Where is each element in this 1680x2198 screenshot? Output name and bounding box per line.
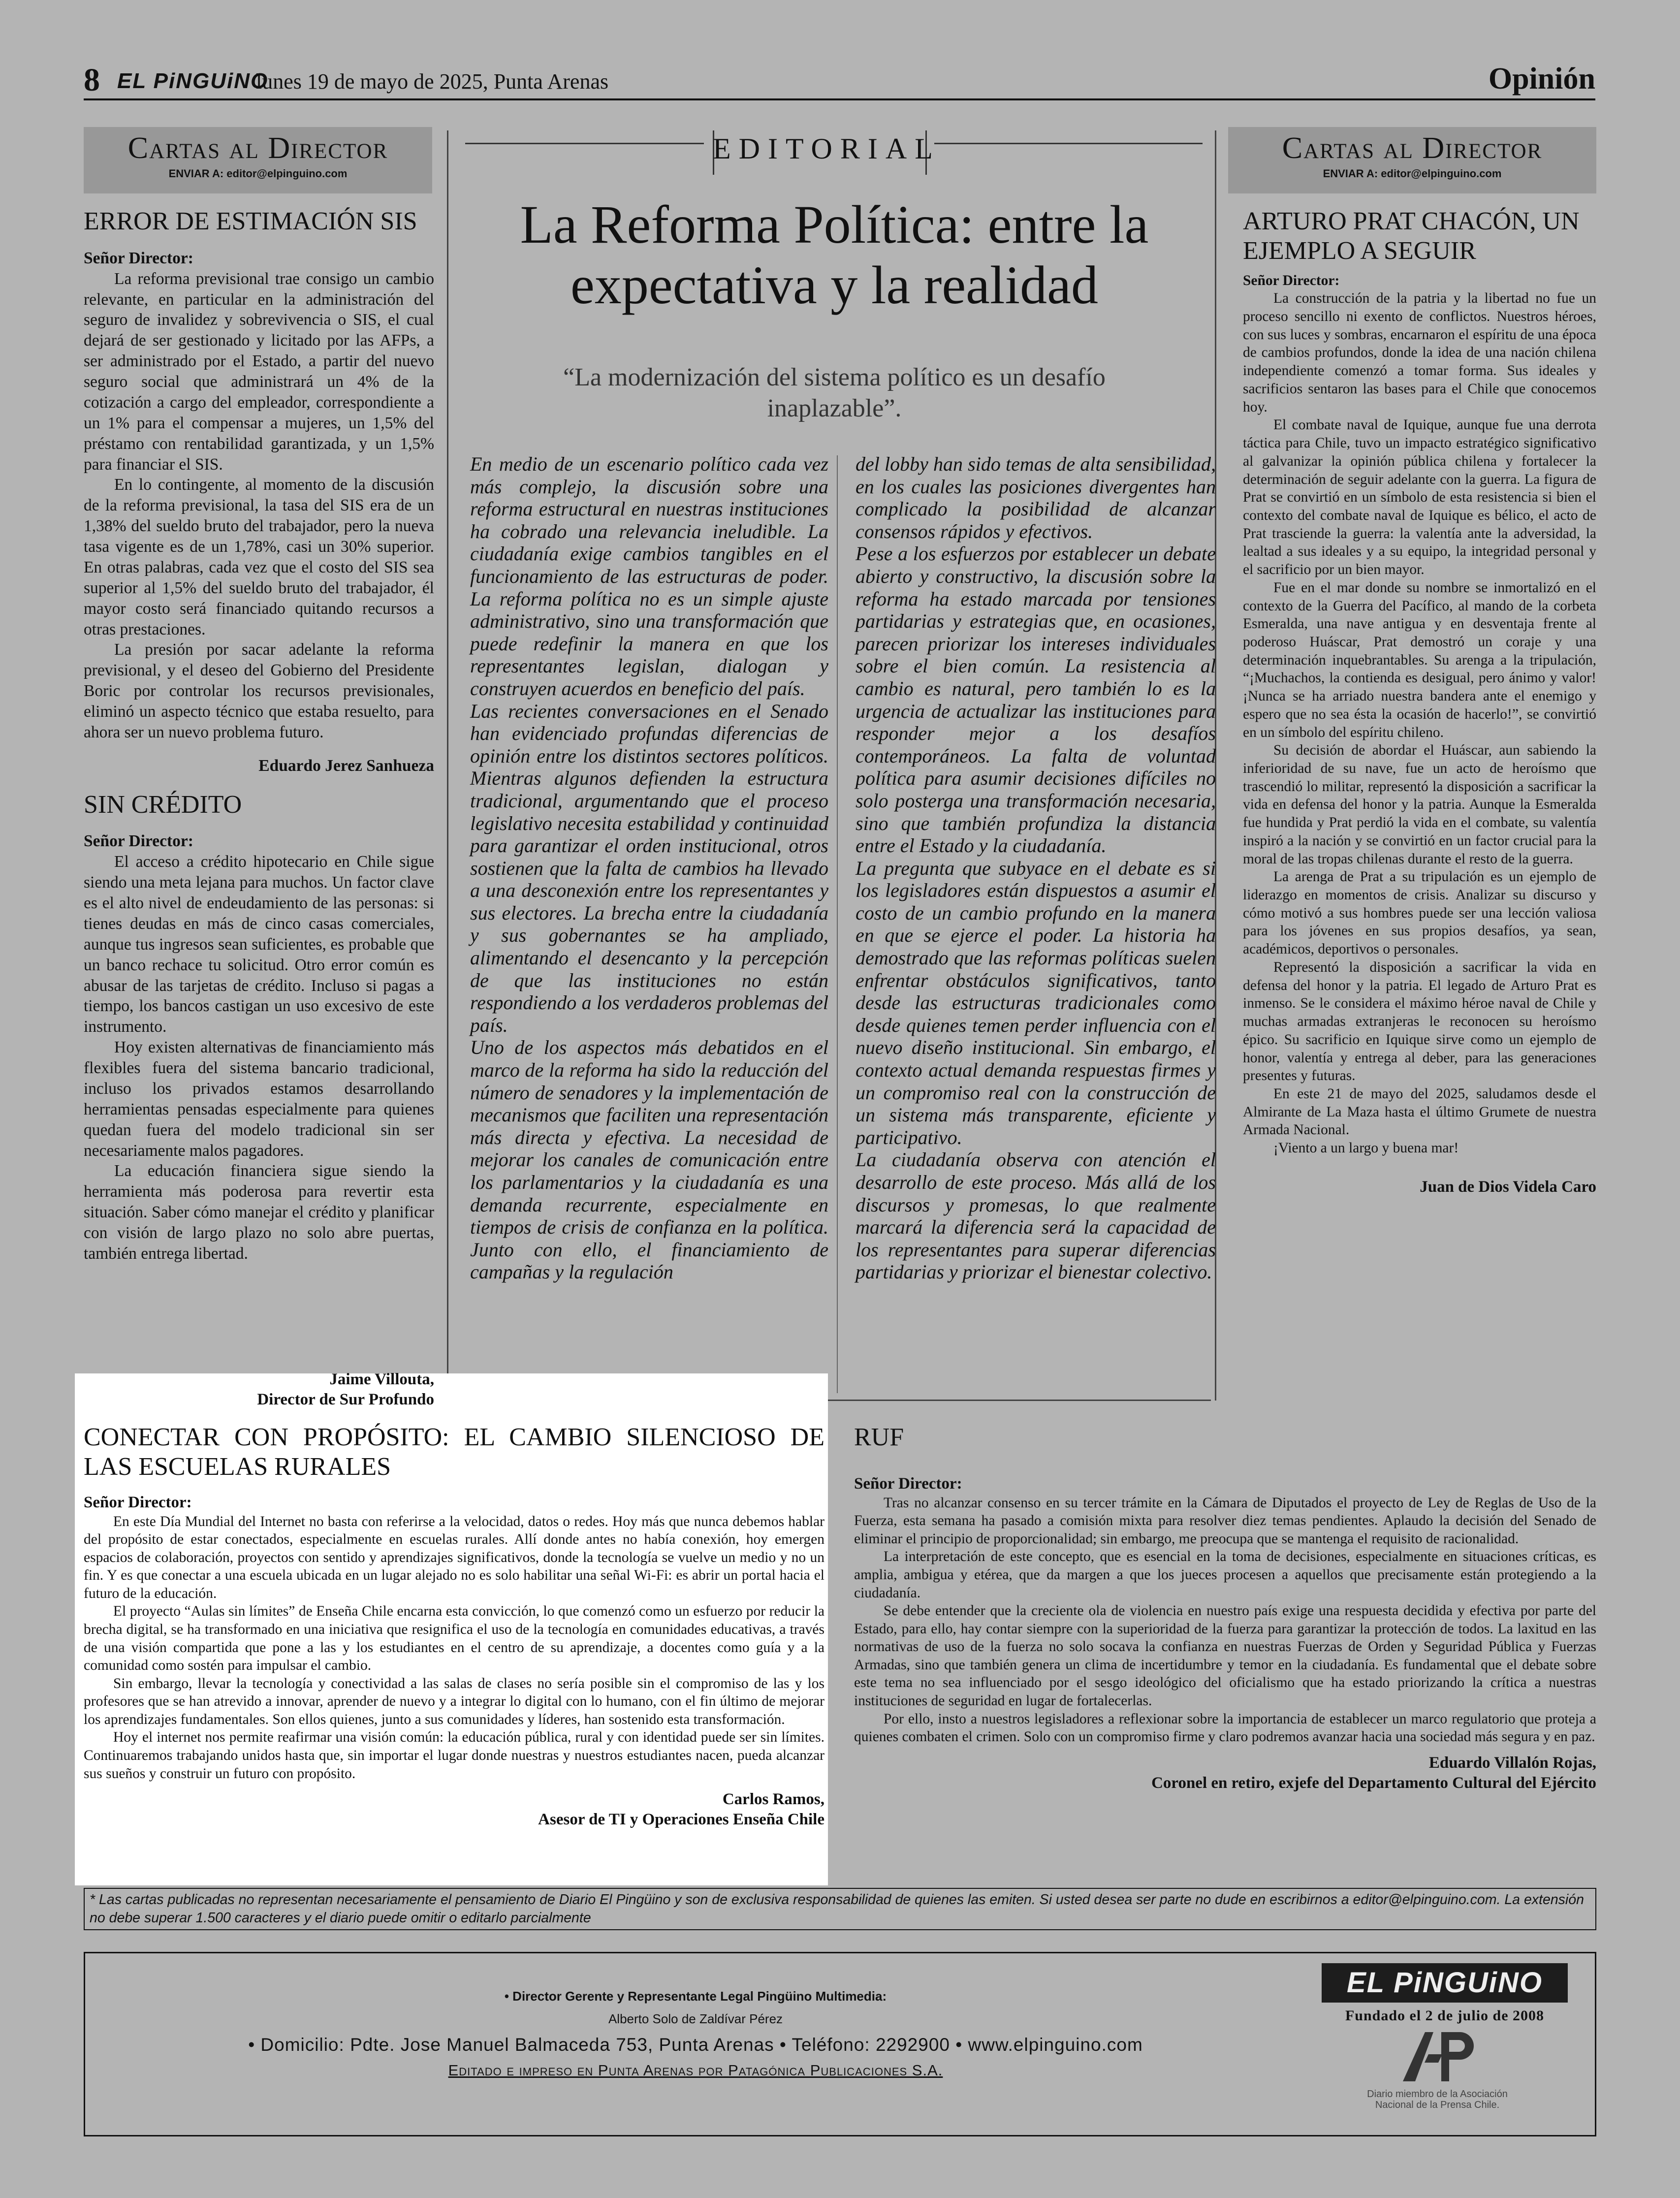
letter-ruf <box>854 1423 1596 1793</box>
editorial-column-rule <box>837 455 838 1393</box>
salutation: Señor Director: <box>84 249 193 267</box>
paragraph: Su decisión de abordar el Huáscar, aun sabiendo la inferioridad de su nave, fue un acto de heroísmo que trascendió lo militar, representó la disposición a sacrificar la vida en defensa del honor y la patria. Aunque la Esmeralda fue hundida y Prat perdió la vida en el combate, su valentía inspiró a la nación y se convirtió en un factor crucial para la moral de las tropas chilenas durante el resto de la guerra. <box>1243 742 1596 867</box>
letter-headline: ERROR DE ESTIMACIÓN SIS <box>84 207 417 235</box>
paragraph: Hoy existen alternativas de financiamiento más flexibles fuera del sistema bancario tradicional, incluso los privados estamos desarrollando herramientas pensadas especialmente para quienes quedan fuera del modelo tradicional sin ser necesariamente malos pagadores. <box>84 1038 434 1160</box>
paragraph: La reforma previsional trae consigo un cambio relevante, en particular en la administración del seguro de invalidez y sobrevivencia o SIS, el cual dejará de ser gestionado y licitado por las AFPs, a ser administrado por el Estado, a partir del nuevo seguro social que administrará un 4% de la cotización a cargo del empleador, correspondiente a un 1% para el compensar a mujeres, un 1,5% del préstamo con rentabilidad garantizada, y un 1,5% para financiar el SIS. <box>84 269 434 474</box>
column-rule <box>447 130 448 1401</box>
salutation: Señor Director: <box>1243 272 1340 288</box>
paragraph: Se debe entender que la creciente ola de violencia en nuestro país exige una respuesta decidida y efectiva por parte del Estado, para ello, hay contar siempre con la superioridad de la fuerza para garantizar la protección de todos. La laxitud en las normativas de uso de la fuerza no solo socava la confianza en nuestras Fuerzas de Orden y Seguridad Pública y Fuerzas Armadas, sino que también genera un clima de incertidumbre y temor en la ciudadanía. Es fundamental que el debate sobre este tema no sea influenciado por el sesgo ideológico del oficialismo que ha estado priorizando la crítica a nuestras instituciones de seguridad en lugar de fortalecerlas. <box>854 1603 1596 1709</box>
signature-name: Carlos Ramos, <box>722 1790 824 1809</box>
editorial-bottom-rule <box>817 1400 1211 1401</box>
paragraph: La ciudadanía observa con atención el desarrollo de este proceso. Más allá de los discursos y promesas, lo que realmente marcará la diferencia será la capacidad de los representantes para superar diferencias partidarias y priorizar el bienestar colectivo. <box>856 1148 1216 1283</box>
cartas-title: Cartas al Director <box>127 131 388 165</box>
footer-address: • Domicilio: Pdte. Jose Manuel Balmaceda 753, Punta Arenas • Teléfono: 2292900 • www.elpinguino.com <box>248 2035 1143 2055</box>
editorial-rule-right <box>934 143 1203 144</box>
signature: Eduardo Jerez Sanhueza <box>258 756 434 775</box>
footer-box <box>84 1952 1596 2136</box>
paragraph: En este 21 de mayo del 2025, saludamos desde el Almirante de La Maza hasta el último Grumete de nuestra Armada Nacional. <box>1243 1085 1596 1138</box>
disclaimer: * Las cartas publicadas no representan necesariamente el pensamiento de Diario El Pingüino y son de exclusiva responsabilidad de quienes las emiten. Si usted desea ser parte no dude en escribirnos a editor@elpinguino.com. La extensión no debe superar 1.500 caracteres y el diario puede omitir o editarlo parcialmente <box>84 1888 1596 1930</box>
letter-headline: SIN CRÉDITO <box>84 790 242 819</box>
masthead-logo: EL PiNGUiNO <box>117 69 269 93</box>
salutation: Señor Director: <box>84 832 193 851</box>
paragraph: Representó la disposición a sacrificar la vida en defensa del honor y la patria. El legado de Arturo Prat es inmenso. Se le considera el máximo héroe naval de Chile y muchas armadas extranjeras le reconocen su heroísmo épico. Su sacrificio en Iquique sirve como un ejemplo de honor, valentía y entrega al deber, para las generaciones presentes y futuras. <box>1243 959 1596 1084</box>
paragraph: La arenga de Prat a su tripulación es un ejemplo de liderazgo en momentos de crisis. Analizar su discurso y cómo motivó a sus hombres puede ser una lección valiosa para los jóvenes en sus propios desafíos, ya sean, académicos, deportivos o personales. <box>1243 869 1596 957</box>
editorial-rule-left <box>465 143 704 144</box>
section-title: Opinión <box>1488 62 1595 96</box>
paragraph: Uno de los aspectos más debatidos en el marco de la reforma ha sido la reducción del número de senadores y la implementación de mecanismos que faciliten una representación más directa y efectiva. La necesidad de mejorar los canales de comunicación entre los parlamentarios y la ciudadanía es una demanda recurrente, especialmente en tiempos de crisis de confianza en la política. Junto con ello, el financiamiento de campañas y la regulación <box>470 1036 828 1283</box>
paragraph: La interpretación de este concepto, que es esencial en la toma de decisiones, especialmente en situaciones críticas, es amplia, ambigua y etérea, que da margen a que los jueces procesen a aquellos que precisamente están protegiendo a la ciudadanía. <box>854 1549 1596 1601</box>
paragraph: Tras no alcanzar consenso en su tercer trámite en la Cámara de Diputados el proyecto de Ley de Reglas de Uso de la Fuerza, esta semana ha pasado a comisión mixta para resolver diez temas pendientes. Aplaudo la decisión del Senado de eliminar el principio de proporcionalidad; sin embargo, me preocupa que se mantenga el requisito de racionalidad. <box>854 1495 1596 1547</box>
letter-rurales <box>84 1423 824 1830</box>
cartas-title: Cartas al Director <box>1282 131 1543 165</box>
paragraph: Por ello, insto a nuestros legisladores a reflexionar sobre la importancia de establecer un marco regulatorio que proteja a quienes combaten el crimen. Solo con un compromiso firme y claro podremos avanzar hacia una sociedad más segura y en paz. <box>854 1711 1596 1745</box>
paragraph: ¡Viento a un largo y buena mar! <box>1273 1140 1459 1156</box>
issue-date: lunes 19 de mayo de 2025, Punta Arenas <box>256 69 609 94</box>
paragraph: Fue en el mar donde su nombre se inmortalizó en el contexto de la Guerra del Pacífico, al mando de la corbeta Esmeralda, una nave antigua y en desventaja frente al poderoso Huáscar, Prat demostró un coraje y una determinación inquebrantables. Su arenga a la tripulación, “¡Muchachos, la contienda es desigual, pero ánimo y valor! ¡Nunca se ha arriado nuestra bandera ante el enemigo y espero que no sea ésta la ocasión de hacerlo!”, se convirtió en un símbolo del espíritu chileno. <box>1243 579 1596 740</box>
page-number: 8 <box>84 62 100 98</box>
editorial-quote: “La modernización del sistema político es un desafío inaplazable”. <box>563 363 1106 423</box>
cartas-box-left <box>84 127 432 193</box>
anp-logo-icon <box>1398 2027 1477 2086</box>
signature-role: Director de Sur Profundo <box>257 1391 434 1409</box>
salutation: Señor Director: <box>854 1474 962 1493</box>
signature-block <box>84 1370 434 1410</box>
signature-role: Coronel en retiro, exjefe del Departamento Cultural del Ejército <box>1151 1774 1596 1792</box>
letter-prat <box>1243 207 1596 1197</box>
letter-headline: ARTURO PRAT CHACÓN, UN EJEMPLO A SEGUIR <box>1243 207 1580 265</box>
anp-caption: Diario miembro de la Asociación Nacional de la Prensa Chile. <box>1367 2089 1508 2110</box>
letter-sis <box>84 207 434 1264</box>
paragraph: La construcción de la patria y la libertad no fue un proceso sencillo ni exento de conflictos. Nuestros héroes, con sus luces y sombras, encarnaron el espíritu de una época de cambios profundos, donde la idea de una nación chilena independiente comenzó a tomar forma. Sus ideales y sacrificios sentaron las bases para el Chile que conocemos hoy. <box>1243 290 1596 415</box>
footer-director-name: Alberto Solo de Zaldívar Pérez <box>608 2011 783 2026</box>
editorial-column-1 <box>470 453 828 1283</box>
footer-logo: EL PiNGUiNO <box>1322 1963 1568 2003</box>
paragraph: La presión por sacar adelante la reforma previsional, y el deseo del Gobierno del Presidente Boric por controlar los recursos previsionales, eliminó un aspecto técnico que estaba resuelto, para ahora ser un nuevo problema futuro. <box>84 640 434 741</box>
paragraph: Hoy el internet nos permite reafirmar una visión común: la educación pública, rural y con identidad puede ser sin límites. Continuaremos trabajando unidos hasta que, sin importar el lugar donde nuestras y nuestros estudiantes nacen, pueda alcanzar sus sueños y construir un futuro con propósito. <box>84 1729 824 1782</box>
letter-headline: RUF <box>854 1423 904 1451</box>
editorial-title: La Reforma Política: entre la expectativa y la realidad <box>520 194 1149 316</box>
footer-director-label: • Director Gerente y Representante Legal Pingüino Multimedia: <box>504 1989 887 2004</box>
paragraph: En medio de un escenario político cada vez más complejo, la discusión sobre una reforma estructural en nuestras instituciones ha cobrado una relevancia ineludible. La ciudadanía exige cambios tangibles en el funcionamiento de las estructuras de poder. La reforma política no es un simple ajuste administrativo, sino una transformación que puede redefinir la manera en que los representantes legislan, dialogan y construyen acuerdos en beneficio del país. <box>470 453 828 700</box>
paragraph: Sin embargo, llevar la tecnología y conectividad a las salas de clases no sería posible sin el compromiso de las y los profesores que se han atrevido a innovar, aprender de nuevo y a integrar lo digital con lo humano, con el fin último de mejorar los aprendizajes fundamentales. Son ellos quienes, junto a sus comunidades y líderes, han sostenido esta transformación. <box>84 1675 824 1727</box>
paragraph: La pregunta que subyace en el debate es si los legisladores están dispuestos a asumir el costo de un cambio profundo en la manera en que se ejerce el poder. La historia ha demostrado que las reformas políticas suelen enfrentar obstáculos significativos, tanto desde las estructuras tradicionales como desde quienes temen perder influencia con el nuevo diseño institucional. Sin embargo, el contexto actual demanda respuestas firmes y un compromiso real con la construcción de un sistema más transparente, eficiente y participativo. <box>856 857 1216 1148</box>
cartas-contact: ENVIAR A: editor@elpinguino.com <box>1323 167 1502 180</box>
signature-name: Eduardo Villalón Rojas, <box>1428 1753 1596 1772</box>
footer-founded: Fundado el 2 de julio de 2008 <box>1345 2007 1545 2024</box>
signature-name: Jaime Villouta, <box>329 1370 434 1388</box>
salutation: Señor Director: <box>84 1493 192 1511</box>
paragraph: En lo contingente, al momento de la discusión de la reforma previsional, la tasa del SIS era de un 1,38% del sueldo bruto del trabajador, pero la nueva tasa vigente es de un 1,78%, casi un 30% superior. En otras palabras, cada vez que el costo del SIS sea superior al 1,5% del sueldo bruto del trabajador, él mayor costo será financiado quitando recursos a otras prestaciones. <box>84 476 434 638</box>
header-rule <box>84 98 1595 100</box>
cartas-contact: ENVIAR A: editor@elpinguino.com <box>168 167 348 180</box>
paragraph: El combate naval de Iquique, aunque fue una derrota táctica para Chile, tuvo un impacto estratégico significativo al galvanizar la opinión pública chilena y fortalecer la determinación de seguir adelante con la guerra. La figura de Prat se convirtió en un símbolo de esta resistencia si bien el contexto del combate naval de Iquique es bélico, el acto de Prat trasciende la guerra: la valentía ante la adversidad, la lealtad a sus ideales y a su equipo, la integridad personal y el sacrificio por un bien mayor. <box>1243 417 1596 578</box>
signature: Juan de Dios Videla Caro <box>1420 1178 1596 1196</box>
paragraph: En este Día Mundial del Internet no basta con referirse a la velocidad, datos o redes. Hoy más que nunca debemos hablar del propósito de estar conectados, especialmente en escuelas rurales. Allí donde antes no había conexión, hoy emergen espacios de colaboración, proyectos con sentido y aprendizajes significativos, donde la tecnología se vuelve un medio y no un fin. Y es que conectar a una escuela ubicada en un lugar alejado no es solo habilitar una señal Wi-Fi: es abrir un portal hacia el futuro de la educación. <box>84 1513 824 1601</box>
cartas-box-right <box>1228 127 1596 193</box>
letter-headline: CONECTAR CON PROPÓSITO: EL CAMBIO SILENCIOSO DE LAS ESCUELAS RURALES <box>84 1423 824 1481</box>
paragraph: El acceso a crédito hipotecario en Chile sigue siendo una meta lejana para muchos. Un factor clave es el alto nivel de endeudamiento de las personas: si tienes deudas en más de cinco casas comerciales, aunque tus ingresos sean suficientes, es probable que un banco rechace tu solicitud. Otro error común es abusar de las tarjetas de crédito. Incluso si pagas a tiempo, los bancos castigan un uso excesivo de este instrumento. <box>84 853 434 1036</box>
footer-printed: Editado e impreso en Punta Arenas por Patagónica Publicaciones S.A. <box>448 2062 943 2079</box>
editorial-label: EDITORIAL <box>713 132 941 165</box>
signature-role: Asesor de TI y Operaciones Enseña Chile <box>538 1811 824 1829</box>
paragraph: La educación financiera sigue siendo la herramienta más poderosa para revertir esta situación. Saber cómo manejar el crédito y planificar con visión de largo plazo no solo abre puertas, también entrega libertad. <box>84 1162 434 1263</box>
paragraph: Las recientes conversaciones en el Senado han evidenciado profundas diferencias de opinión entre los distintos sectores políticos. Mientras algunos defienden la estructura tradicional, argumentando que el proceso legislativo necesita estabilidad y continuidad para garantizar el orden institucional, otros sostienen que la falta de cambios ha llevado a una desconexión entre los representantes y sus electores. La brecha entre la ciudadanía y sus gobernantes se ha ampliado, alimentando el desencanto y la percepción de que las instituciones no están respondiendo a los verdaderos problemas del país. <box>470 700 828 1036</box>
paragraph: Pese a los esfuerzos por establecer un debate abierto y constructivo, la discusión sobre la reforma ha estado marcada por tensiones partidarias y estrategias que, en ocasiones, parecen priorizar los intereses individuales sobre el bien común. La resistencia al cambio es natural, pero también lo es la urgencia de actualizar las instituciones para responder mejor a los desafíos contemporáneos. La falta de voluntad política para asumir decisiones difíciles no solo posterga una transformación necesaria, sino que también profundiza la distancia entre el Estado y la ciudadanía. <box>856 542 1216 857</box>
editorial-column-2 <box>856 453 1216 1283</box>
paragraph: El proyecto “Aulas sin límites” de Enseña Chile encarna esta convicción, lo que comenzó como un esfuerzo por reducir la brecha digital, se ha transformado en una iniciativa que resignifica el uso de la tecnología en comunidades educativas, a través de una visión compartida que pone a las y los estudiantes en el centro de su aprendizaje, a docentes como guía y a la comunidad como sostén para impulsar el cambio. <box>84 1603 824 1674</box>
paragraph: del lobby han sido temas de alta sensibilidad, en los cuales las posiciones divergentes han complicado la posibilidad de alcanzar consensos rápidos y efectivos. <box>856 453 1216 542</box>
